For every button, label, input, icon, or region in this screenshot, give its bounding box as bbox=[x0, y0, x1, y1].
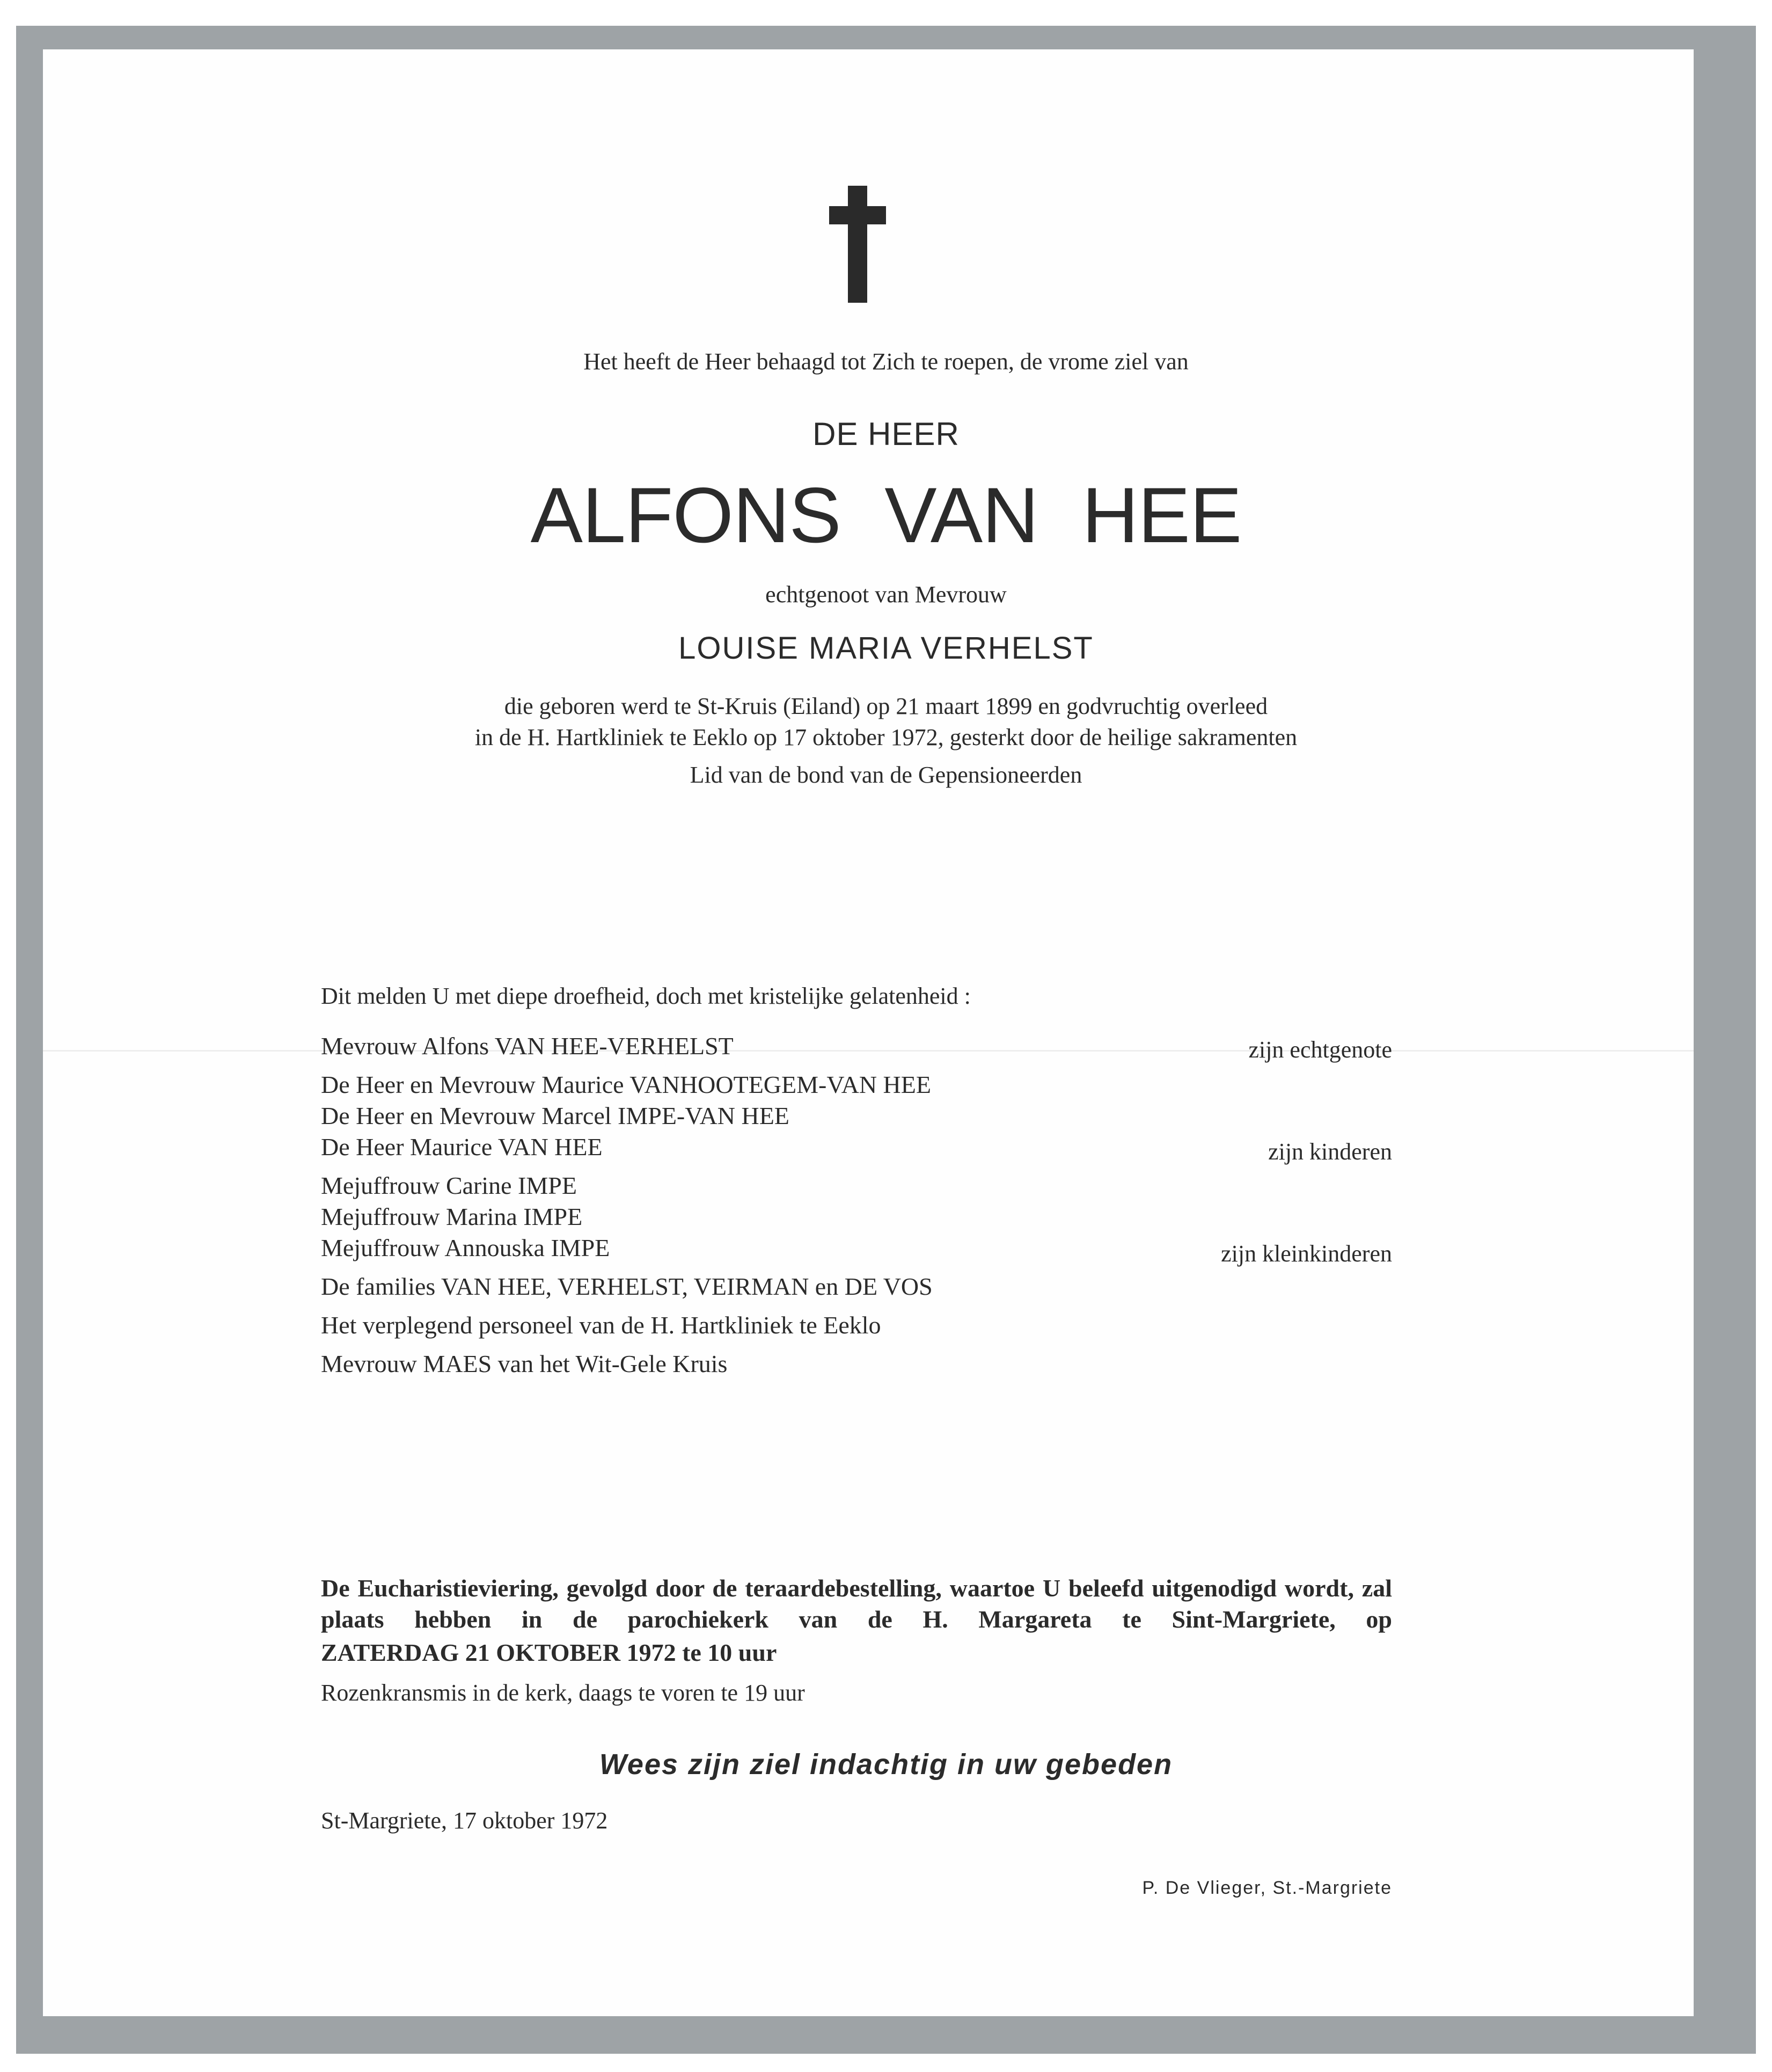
mourner-line: Mejuffrouw Marina IMPE bbox=[321, 1203, 583, 1230]
place-date: St-Margriete, 17 oktober 1972 bbox=[321, 1807, 608, 1834]
mourner-line: De Heer Maurice VAN HEE bbox=[321, 1133, 603, 1161]
prayer-line: Wees zijn ziel indachtig in uw gebeden bbox=[599, 1748, 1173, 1781]
mourner-line: De families VAN HEE, VERHELST, VEIRMAN en DE VOS bbox=[321, 1273, 933, 1300]
mourner-line: Mevrouw Alfons VAN HEE-VERHELST bbox=[321, 1032, 734, 1060]
cross-icon bbox=[829, 186, 886, 303]
mourner-line: De Heer en Mevrouw Maurice VANHOOTEGEM-VAN HEE bbox=[321, 1071, 931, 1098]
service-text: De Eucharistieviering, gevolgd door de teraardebestelling, waartoe U beleefd uitgenodigd wordt, zal plaats hebben in de parochiekerk van de H. Margareta te Sint-Margriete, op bbox=[321, 1574, 1392, 1633]
deceased-name: ALFONS VAN HEE bbox=[530, 471, 1242, 559]
announcement: Dit melden U met diepe droefheid, doch met kristelijke gelatenheid : bbox=[321, 983, 971, 1009]
mourner-line: Mevrouw MAES van het Wit-Gele Kruis bbox=[321, 1350, 728, 1377]
honorific: DE HEER bbox=[812, 416, 960, 452]
relation-label: zijn kleinkinderen bbox=[1221, 1241, 1392, 1267]
bio-line: in de H. Hartkliniek te Eeklo op 17 oktober 1972, gesterkt door de heilige sakramenten bbox=[474, 724, 1298, 750]
service-date: ZATERDAG 21 OKTOBER 1972 te 10 uur bbox=[321, 1639, 777, 1666]
printer-credit: P. De Vlieger, St.-Margriete bbox=[1142, 1878, 1392, 1898]
spouse-name: LOUISE MARIA VERHELST bbox=[678, 631, 1094, 666]
mourner-line: Het verplegend personeel van de H. Hartkliniek te Eeklo bbox=[321, 1311, 881, 1339]
mourner-line: De Heer en Mevrouw Marcel IMPE-VAN HEE bbox=[321, 1102, 789, 1129]
bio-line: die geboren werd te St-Kruis (Eiland) op 21 maart 1899 en godvruchtig overleed bbox=[504, 693, 1268, 719]
mourning-card bbox=[43, 49, 1694, 2016]
mourner-line: Mejuffrouw Carine IMPE bbox=[321, 1172, 577, 1199]
intro-text: Het heeft de Heer behaagd tot Zich te roepen, de vrome ziel van bbox=[583, 348, 1189, 375]
relation-label: zijn echtgenote bbox=[1248, 1037, 1392, 1063]
fold-line bbox=[43, 1050, 1694, 1052]
mourner-line: Mejuffrouw Annouska IMPE bbox=[321, 1234, 610, 1261]
rosary-text: Rozenkransmis in de kerk, daags te voren te 19 uur bbox=[321, 1680, 805, 1706]
membership-line: Lid van de bond van de Gepensioneerden bbox=[690, 762, 1082, 788]
spouse-intro: echtgenoot van Mevrouw bbox=[765, 581, 1007, 608]
relation-label: zijn kinderen bbox=[1268, 1139, 1392, 1165]
